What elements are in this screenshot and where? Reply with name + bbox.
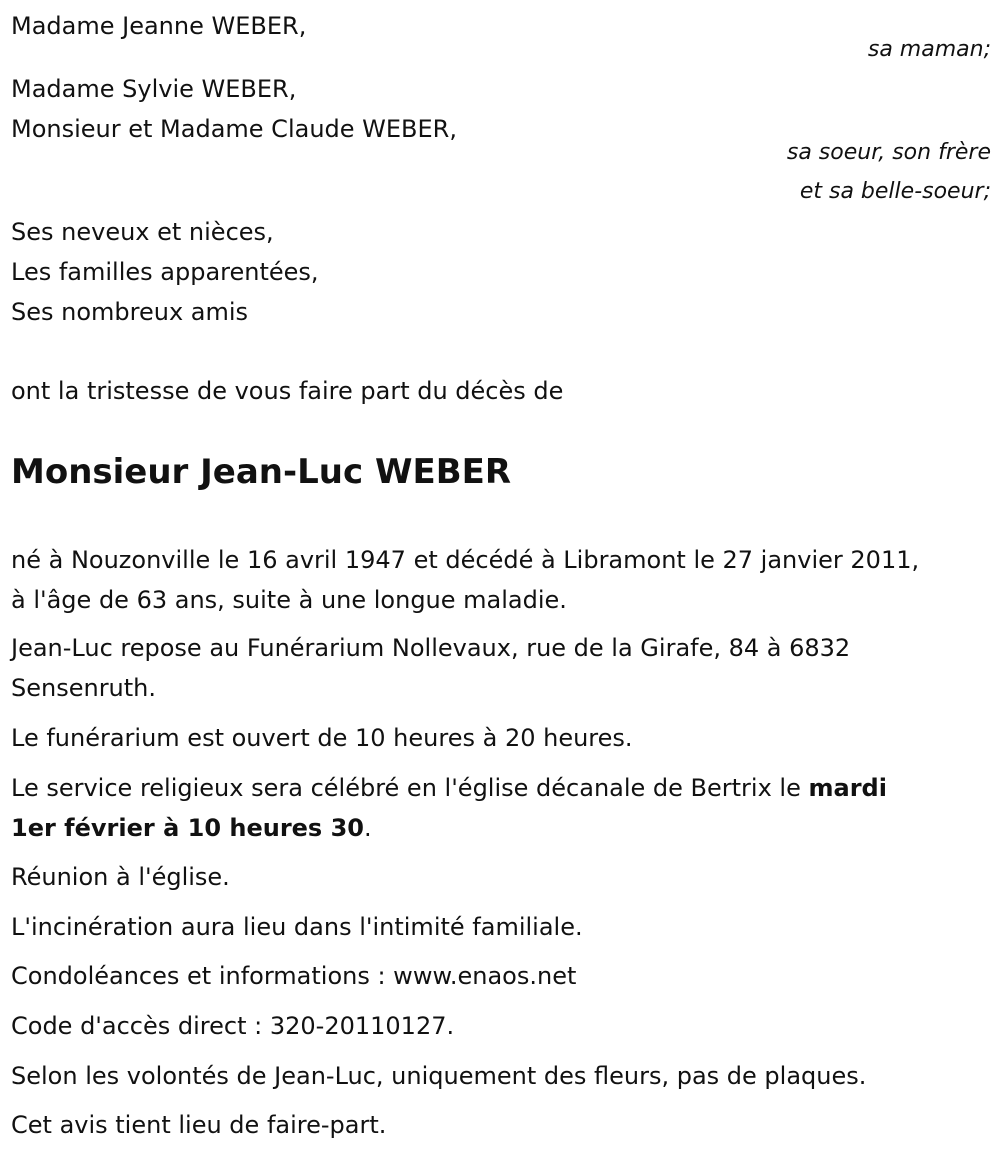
deceased-name: Monsieur Jean-Luc WEBER bbox=[11, 452, 512, 492]
rest-place-line-1: Jean-Luc repose au Funérarium Nollevaux, rue de la Girafe, 84 à 6832 bbox=[11, 634, 851, 662]
brother-name: Monsieur et Madame Claude WEBER, bbox=[11, 115, 457, 143]
cremation-line: L'incinération aura lieu dans l'intimité familiale. bbox=[11, 913, 583, 941]
rest-place-line-2: Sensenruth. bbox=[11, 674, 157, 702]
siblings-relation-line-1: sa soeur, son frère bbox=[786, 140, 991, 165]
service-prefix: Le service religieux sera célébré en l'église décanale de Bertrix le bbox=[11, 774, 801, 802]
sister-name: Madame Sylvie WEBER, bbox=[11, 75, 297, 103]
families-line: Les familles apparentées, bbox=[11, 258, 319, 286]
birth-death-line-1: né à Nouzonville le 16 avril 1947 et décédé à Libramont le 27 janvier 2011, bbox=[11, 546, 920, 574]
friends-line: Ses nombreux amis bbox=[11, 298, 249, 326]
meeting-line: Réunion à l'église. bbox=[11, 863, 230, 891]
service-line-1 bbox=[11, 768, 887, 808]
opening-hours-line: Le funérarium est ouvert de 10 heures à 20 heures. bbox=[11, 724, 633, 752]
service-line-2 bbox=[11, 808, 372, 848]
notice-line: Cet avis tient lieu de faire-part. bbox=[11, 1111, 387, 1139]
service-datetime: 1er février à 10 heures 30 bbox=[11, 814, 364, 842]
service-suffix: . bbox=[363, 814, 372, 842]
siblings-relation-line-2: et sa belle-soeur; bbox=[799, 179, 991, 204]
condolences-line: Condoléances et informations : www.enaos.net bbox=[11, 962, 577, 990]
flowers-line: Selon les volontés de Jean-Luc, uniquement des fleurs, pas de plaques. bbox=[11, 1062, 867, 1090]
nephews-line: Ses neveux et nièces, bbox=[11, 218, 274, 246]
announcement-line: ont la tristesse de vous faire part du décès de bbox=[11, 377, 564, 405]
access-code-line: Code d'accès direct : 320-20110127. bbox=[11, 1012, 455, 1040]
mother-relation: sa maman; bbox=[867, 37, 991, 62]
service-day: mardi bbox=[808, 774, 887, 802]
birth-death-line-2: à l'âge de 63 ans, suite à une longue maladie. bbox=[11, 586, 567, 614]
mother-name: Madame Jeanne WEBER, bbox=[11, 12, 307, 40]
